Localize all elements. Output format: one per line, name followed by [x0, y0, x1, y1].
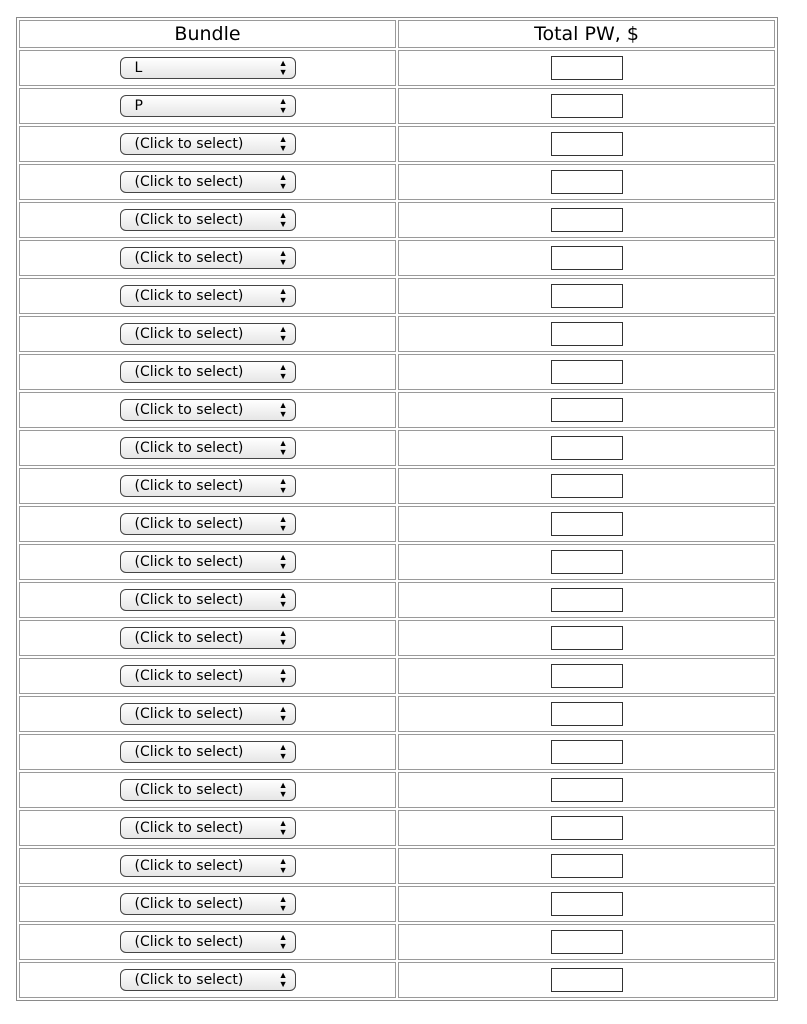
total-pw-input[interactable]	[551, 170, 623, 194]
up-down-arrows-icon: ▲ ▼	[278, 324, 288, 343]
table-row	[19, 772, 775, 808]
bundle-select-wrapper	[120, 513, 296, 535]
up-down-arrows-icon: ▲ ▼	[278, 438, 288, 457]
bundle-cell	[19, 772, 396, 808]
up-down-arrows-icon: ▲ ▼	[278, 400, 288, 419]
up-down-arrows-icon: ▲ ▼	[278, 476, 288, 495]
table-row	[19, 734, 775, 770]
total-pw-cell	[398, 468, 775, 504]
bundle-select[interactable]	[120, 779, 296, 801]
bundle-cell	[19, 164, 396, 200]
total-pw-input[interactable]	[551, 930, 623, 954]
bundle-table	[16, 17, 778, 1001]
total-pw-input[interactable]	[551, 626, 623, 650]
total-pw-input[interactable]	[551, 436, 623, 460]
up-down-arrows-icon: ▲ ▼	[278, 210, 288, 229]
table-row	[19, 126, 775, 162]
bundle-select-wrapper	[120, 969, 296, 991]
bundle-select-wrapper	[120, 323, 296, 345]
bundle-cell	[19, 810, 396, 846]
bundle-cell	[19, 962, 396, 998]
bundle-select-wrapper	[120, 247, 296, 269]
total-pw-input[interactable]	[551, 474, 623, 498]
total-pw-cell	[398, 430, 775, 466]
bundle-select-wrapper	[120, 95, 296, 117]
header-row	[19, 20, 775, 48]
bundle-cell	[19, 696, 396, 732]
total-pw-cell	[398, 658, 775, 694]
bundle-select[interactable]	[120, 855, 296, 877]
bundle-select-wrapper	[120, 779, 296, 801]
bundle-select[interactable]	[120, 285, 296, 307]
bundle-cell	[19, 468, 396, 504]
total-pw-cell	[398, 126, 775, 162]
total-pw-cell	[398, 88, 775, 124]
total-pw-input[interactable]	[551, 208, 623, 232]
bundle-select-wrapper	[120, 133, 296, 155]
bundle-select[interactable]	[120, 247, 296, 269]
bundle-select-wrapper	[120, 399, 296, 421]
up-down-arrows-icon: ▲ ▼	[278, 970, 288, 989]
bundle-cell	[19, 658, 396, 694]
bundle-select-wrapper	[120, 741, 296, 763]
table-row	[19, 544, 775, 580]
bundle-select[interactable]	[120, 57, 296, 79]
up-down-arrows-icon: ▲ ▼	[278, 666, 288, 685]
total-pw-cell	[398, 50, 775, 86]
table-row	[19, 430, 775, 466]
bundle-cell	[19, 202, 396, 238]
table-row	[19, 164, 775, 200]
total-pw-cell	[398, 278, 775, 314]
total-pw-input[interactable]	[551, 778, 623, 802]
total-pw-cell	[398, 354, 775, 390]
bundle-cell	[19, 430, 396, 466]
table-row	[19, 962, 775, 998]
up-down-arrows-icon: ▲ ▼	[278, 362, 288, 381]
up-down-arrows-icon: ▲ ▼	[278, 704, 288, 723]
total-pw-input[interactable]	[551, 56, 623, 80]
total-pw-cell	[398, 924, 775, 960]
bundle-select[interactable]	[120, 627, 296, 649]
bundle-select[interactable]	[120, 893, 296, 915]
bundle-select[interactable]	[120, 703, 296, 725]
table-row	[19, 696, 775, 732]
bundle-select-wrapper	[120, 437, 296, 459]
total-pw-input[interactable]	[551, 132, 623, 156]
table-row	[19, 848, 775, 884]
table-row	[19, 278, 775, 314]
up-down-arrows-icon: ▲ ▼	[278, 286, 288, 305]
bundle-select-wrapper	[120, 703, 296, 725]
bundle-select[interactable]	[120, 323, 296, 345]
table-row	[19, 354, 775, 390]
total-pw-input[interactable]	[551, 702, 623, 726]
bundle-select[interactable]	[120, 361, 296, 383]
bundle-cell	[19, 50, 396, 86]
up-down-arrows-icon: ▲ ▼	[278, 628, 288, 647]
bundle-select[interactable]	[120, 513, 296, 535]
table-row	[19, 240, 775, 276]
table-body	[19, 50, 775, 998]
table-row	[19, 202, 775, 238]
up-down-arrows-icon: ▲ ▼	[278, 818, 288, 837]
total-pw-cell	[398, 734, 775, 770]
bundle-cell	[19, 88, 396, 124]
total-pw-input[interactable]	[551, 512, 623, 536]
up-down-arrows-icon: ▲ ▼	[278, 552, 288, 571]
bundle-select-wrapper	[120, 475, 296, 497]
bundle-cell	[19, 240, 396, 276]
total-pw-input[interactable]	[551, 284, 623, 308]
up-down-arrows-icon: ▲ ▼	[278, 932, 288, 951]
bundle-cell	[19, 278, 396, 314]
up-down-arrows-icon: ▲ ▼	[278, 780, 288, 799]
bundle-select[interactable]	[120, 209, 296, 231]
bundle-select-wrapper	[120, 931, 296, 953]
bundle-cell	[19, 848, 396, 884]
total-pw-input[interactable]	[551, 740, 623, 764]
total-pw-input[interactable]	[551, 550, 623, 574]
total-pw-cell	[398, 620, 775, 656]
total-pw-cell	[398, 696, 775, 732]
bundle-select[interactable]	[120, 817, 296, 839]
total-pw-cell	[398, 506, 775, 542]
bundle-cell	[19, 582, 396, 618]
total-pw-cell	[398, 886, 775, 922]
total-pw-cell	[398, 544, 775, 580]
header-total-pw: Total PW, $	[398, 20, 775, 48]
bundle-select-wrapper	[120, 589, 296, 611]
bundle-cell	[19, 126, 396, 162]
total-pw-cell	[398, 772, 775, 808]
bundle-select[interactable]	[120, 399, 296, 421]
up-down-arrows-icon: ▲ ▼	[278, 134, 288, 153]
bundle-select-wrapper	[120, 893, 296, 915]
table-row	[19, 506, 775, 542]
total-pw-cell	[398, 164, 775, 200]
total-pw-input[interactable]	[551, 360, 623, 384]
bundle-select[interactable]	[120, 437, 296, 459]
table-row	[19, 392, 775, 428]
bundle-select[interactable]	[120, 931, 296, 953]
total-pw-cell	[398, 240, 775, 276]
table-row	[19, 468, 775, 504]
bundle-select[interactable]	[120, 133, 296, 155]
bundle-select[interactable]	[120, 589, 296, 611]
bundle-cell	[19, 734, 396, 770]
up-down-arrows-icon: ▲ ▼	[278, 856, 288, 875]
bundle-cell	[19, 506, 396, 542]
up-down-arrows-icon: ▲ ▼	[278, 742, 288, 761]
bundle-cell	[19, 316, 396, 352]
table-row	[19, 886, 775, 922]
bundle-select[interactable]	[120, 665, 296, 687]
bundle-cell	[19, 620, 396, 656]
bundle-select[interactable]	[120, 171, 296, 193]
up-down-arrows-icon: ▲ ▼	[278, 58, 288, 77]
bundle-select-wrapper	[120, 285, 296, 307]
bundle-cell	[19, 544, 396, 580]
bundle-select[interactable]	[120, 475, 296, 497]
total-pw-input[interactable]	[551, 322, 623, 346]
table-row	[19, 810, 775, 846]
bundle-select[interactable]	[120, 969, 296, 991]
total-pw-input[interactable]	[551, 398, 623, 422]
bundle-select-wrapper	[120, 855, 296, 877]
bundle-select-wrapper	[120, 665, 296, 687]
total-pw-cell	[398, 582, 775, 618]
header-bundle: Bundle	[19, 20, 396, 48]
up-down-arrows-icon: ▲ ▼	[278, 96, 288, 115]
total-pw-cell	[398, 962, 775, 998]
table-row	[19, 924, 775, 960]
total-pw-cell	[398, 392, 775, 428]
bundle-cell	[19, 924, 396, 960]
bundle-select-wrapper	[120, 171, 296, 193]
bundle-select-wrapper	[120, 627, 296, 649]
bundle-cell	[19, 392, 396, 428]
bundle-select-wrapper	[120, 551, 296, 573]
total-pw-input[interactable]	[551, 94, 623, 118]
bundle-select-wrapper	[120, 361, 296, 383]
up-down-arrows-icon: ▲ ▼	[278, 894, 288, 913]
total-pw-input[interactable]	[551, 588, 623, 612]
total-pw-input[interactable]	[551, 246, 623, 270]
bundle-select[interactable]	[120, 95, 296, 117]
table-row	[19, 620, 775, 656]
table-row	[19, 658, 775, 694]
bundle-select-wrapper	[120, 57, 296, 79]
table-row	[19, 88, 775, 124]
table-row	[19, 316, 775, 352]
table-row	[19, 50, 775, 86]
bundle-cell	[19, 886, 396, 922]
total-pw-cell	[398, 810, 775, 846]
bundle-cell	[19, 354, 396, 390]
total-pw-input[interactable]	[551, 854, 623, 878]
up-down-arrows-icon: ▲ ▼	[278, 172, 288, 191]
total-pw-input[interactable]	[551, 816, 623, 840]
total-pw-input[interactable]	[551, 968, 623, 992]
total-pw-input[interactable]	[551, 892, 623, 916]
table-row	[19, 582, 775, 618]
up-down-arrows-icon: ▲ ▼	[278, 514, 288, 533]
bundle-select[interactable]	[120, 551, 296, 573]
bundle-select[interactable]	[120, 741, 296, 763]
total-pw-cell	[398, 202, 775, 238]
up-down-arrows-icon: ▲ ▼	[278, 590, 288, 609]
total-pw-cell	[398, 848, 775, 884]
bundle-select-wrapper	[120, 817, 296, 839]
total-pw-input[interactable]	[551, 664, 623, 688]
total-pw-cell	[398, 316, 775, 352]
bundle-select-wrapper	[120, 209, 296, 231]
up-down-arrows-icon: ▲ ▼	[278, 248, 288, 267]
